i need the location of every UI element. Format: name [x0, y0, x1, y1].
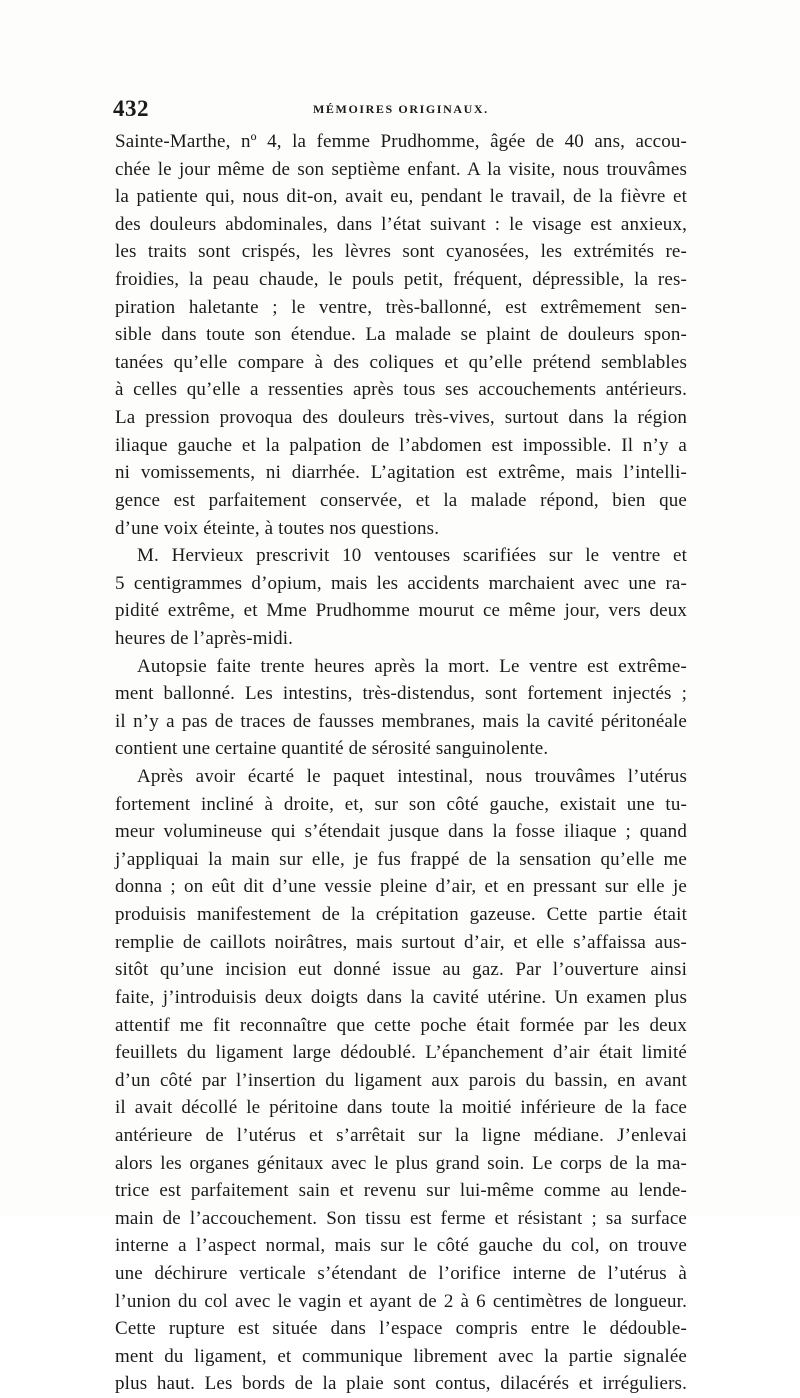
text-line: Autopsie faite trente heures après la mort. Le ventre est extrême-	[137, 655, 687, 677]
text-line: piration haletante ; le ventre, très-ballonné, est extrêmement sen-	[115, 296, 687, 318]
text-line: chée le jour même de son septième enfant. A la visite, nous trouvâmes	[115, 158, 687, 180]
text-line: faite, j’introduisis deux doigts dans la cavité utérine. Un examen plus	[115, 986, 687, 1008]
text-line: Cette rupture est située dans l’espace compris entre le dédouble-	[115, 1318, 687, 1340]
text-line: produisis manifestement de la crépitation gazeuse. Cette partie était	[115, 904, 687, 926]
text-line: pidité extrême, et Mme Prudhomme mourut ce même jour, vers deux	[115, 600, 687, 622]
text-line: La pression provoqua des douleurs très-vives, surtout dans la région	[115, 407, 687, 429]
text-line: il n’y a pas de traces de fausses membranes, mais la cavité péritonéale	[115, 710, 687, 732]
text-line: M. Hervieux prescrivit 10 ventouses scarifiées sur le ventre et	[137, 545, 687, 567]
text-line: attentif me fit reconnaître que cette poche était formée par les deux	[115, 1014, 687, 1036]
text-line: ment du ligament, et communique librement avec la partie signalée	[115, 1345, 687, 1367]
text-line: fortement incliné à droite, et, sur son côté gauche, existait une tu-	[115, 793, 687, 815]
text-line: les traits sont crispés, les lèvres sont cyanosées, les extrémités re-	[115, 241, 687, 263]
text-line: froidies, la peau chaude, le pouls petit, fréquent, dépressible, la res-	[115, 269, 687, 291]
page-number: 432	[113, 96, 149, 121]
text-line: heures de l’après-midi.	[115, 627, 294, 649]
text-line: contient une certaine quantité de sérosité sanguinolente.	[115, 738, 549, 760]
page-header	[113, 96, 693, 124]
text-line: à celles qu’elle a ressenties après tous ses accouchements antérieurs.	[115, 379, 687, 401]
body-text	[115, 128, 687, 1398]
text-line: trice est parfaitement sain et revenu sur lui-même comme au lende-	[115, 1180, 687, 1202]
text-line: interne a l’aspect normal, mais sur le côté gauche du col, on trouve	[115, 1235, 687, 1257]
text-line: ni vomissements, ni diarrhée. L’agitation est extrême, mais l’intelli-	[115, 462, 687, 484]
running-title: MÉMOIRES ORIGINAUX.	[313, 102, 489, 116]
text-line: des douleurs abdominales, dans l’état suivant : le visage est anxieux,	[115, 213, 687, 235]
text-line: 5 centigrammes d’opium, mais les accidents marchaient avec une ra-	[115, 572, 687, 594]
text-line: d’une voix éteinte, à toutes nos questions.	[115, 517, 440, 539]
text-line: donna ; on eût dit d’une vessie pleine d’air, et en pressant sur elle je	[115, 876, 687, 898]
text-line: l’union du col avec le vagin et ayant de 2 à 6 centimètres de longueur.	[115, 1290, 687, 1312]
text-line: une déchirure verticale s’étendant de l’orifice interne de l’utérus à	[115, 1262, 687, 1284]
text-line: feuillets du ligament large dédoublé. L’épanchement d’air était limité	[115, 1042, 687, 1064]
text-line: sitôt qu’une incision eut donné issue au gaz. Par l’ouverture ainsi	[115, 959, 687, 981]
text-line: la patiente qui, nous dit-on, avait eu, pendant le travail, de la fièvre et	[115, 186, 687, 208]
text-line: antérieure de l’utérus et s’arrêtait sur la ligne médiane. J’enlevai	[115, 1124, 687, 1146]
text-line: plus haut. Les bords de la plaie sont contus, dilacérés et irréguliers.	[115, 1373, 687, 1395]
text-line: ment ballonné. Les intestins, très-distendus, sont fortement injectés ;	[115, 683, 687, 705]
text-line: remplie de caillots noirâtres, mais surtout d’air, et elle s’affaissa aus-	[115, 931, 687, 953]
text-line: gence est parfaitement conservée, et la malade répond, bien que	[115, 489, 687, 511]
text-line: iliaque gauche et la palpation de l’abdomen est impossible. Il n’y a	[115, 434, 687, 456]
text-line: meur volumineuse qui s’étendait jusque dans la fosse iliaque ; quand	[115, 821, 687, 843]
text-line: main de l’accouchement. Son tissu est ferme et résistant ; sa surface	[115, 1207, 687, 1229]
text-line: Après avoir écarté le paquet intestinal, nous trouvâmes l’utérus	[137, 766, 687, 788]
text-line: d’un côté par l’insertion du ligament aux parois du bassin, en avant	[115, 1069, 687, 1091]
text-line: il avait décollé le péritoine dans toute la moitié inférieure de la face	[115, 1097, 687, 1119]
text-line: alors les organes génitaux avec le plus grand soin. Le corps de la ma-	[115, 1152, 687, 1174]
text-line: j’appliquai la main sur elle, je fus frappé de la sensation qu’elle me	[115, 848, 687, 870]
text-line: sible dans toute son étendue. La malade se plaint de douleurs spon-	[115, 324, 687, 346]
text-line: tanées qu’elle compare à des coliques et qu’elle prétend semblables	[115, 351, 687, 373]
text-line: Sainte-Marthe, nº 4, la femme Prudhomme, âgée de 40 ans, accou-	[115, 131, 687, 152]
